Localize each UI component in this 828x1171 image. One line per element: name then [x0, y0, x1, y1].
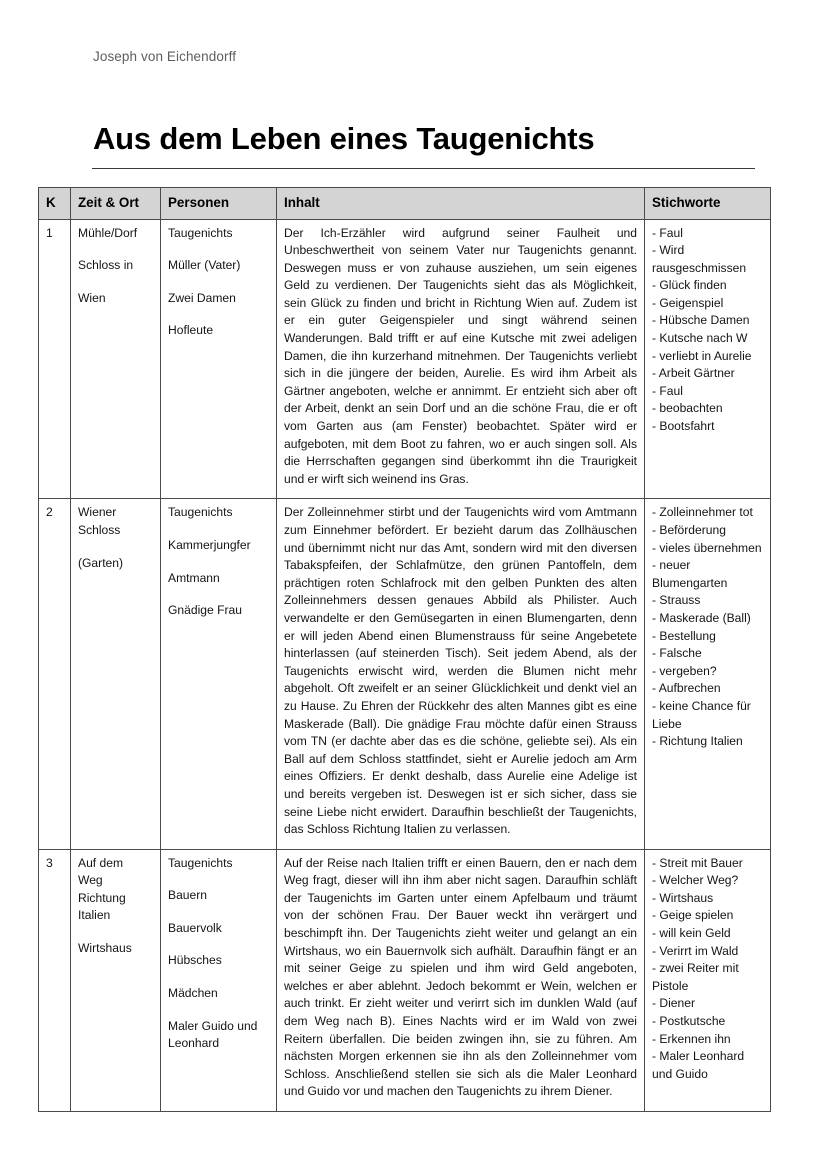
stichwort-item: - Faul [652, 383, 683, 398]
stichwort-item: - will kein Geld [652, 926, 731, 941]
zeit-ort-line: Wiener [78, 505, 117, 520]
zeit-ort-line: Richtung [78, 890, 126, 905]
person-entry: Bauervolk [168, 920, 222, 935]
table-row [39, 499, 771, 849]
stichwort-item: - keine Chance für Liebe [652, 698, 751, 731]
inhalt-paragraph: Der Zolleinnehmer stirbt und der Taugenichts wird vom Amtmann zum Einnehmer befördert. Er bezieht darum das Zollhäuschen und übernimmt nicht nur das Amt, sondern wird mit den diversen Tabakspfeifen, der Schlafmütze, den grünen Pantoffeln, dem prächtigen roten Schlafrock mit den gelben Punkten des alten Zolleinnehmers dessen genaues Abbild als Philister. Auch verwandelte er den Gemüsegarten in einen Blumengarten, denn er will jeden Abend einen Blumenstrauss für seine Angebetete hinterlassen (auf steinerden Tisch). Seit jedem Abend, als der Taugenichts erwischt wird, werden die Blumen nicht mehr abgeholt. Oft zweifelt er an seiner Glücklichkeit und denkt viel an zu Hause. Zu Ehren der Rückkehr des alten Mannes gibt es eine Maskerade (Ball). Die gnädige Frau möchte dafür einen Strauss vom TN (er dachte aber das es die schöne, geliebte sei). Als ein Ball auf dem Schloss stattfindet, sieht er Aurelie jedoch am Arm eines Offiziers. Er denkt deshalb, dass Aurelie eine Adelige ist und bereits vergeben ist. Deswegen ist er sich sicher, dass sie seine Liebe nicht erwidert. Daraufhin beschließt der Taugenichts, das Schloss Richtung Italien zu verlassen. [284, 505, 637, 837]
cell-chapter-number: 2 [39, 499, 71, 849]
spacer [168, 275, 269, 290]
spacer [168, 937, 269, 952]
stichwort-item: - Postkutsche [652, 1014, 726, 1029]
stichwort-item: - Bootsfahrt [652, 419, 715, 434]
cell-chapter-number: 1 [39, 219, 71, 499]
cell-chapter-number: 3 [39, 849, 71, 1111]
stichwort-item: - Erkennen ihn [652, 1031, 731, 1046]
stichwort-item: - Geige spielen [652, 908, 734, 923]
stichwort-item: - Glück finden [652, 278, 727, 293]
person-entry: Amtmann [168, 570, 220, 585]
spacer [78, 925, 153, 940]
stichwort-item: - vieles übernehmen [652, 540, 762, 555]
page-title: Aus dem Leben eines Taugenichts [93, 120, 595, 156]
stichwort-item: - Falsche [652, 646, 702, 661]
person-entry: Taugenichts [168, 505, 233, 520]
stichwort-item: - Verirrt im Wald [652, 943, 739, 958]
spacer [78, 275, 153, 290]
stichwort-item: - Maler Leonhard und Guido [652, 1049, 745, 1081]
spacer [168, 307, 269, 322]
inhalt-paragraph: Der Ich-Erzähler wird aufgrund seiner Faulheit und Unbeschwertheit von seinem Vater nur Taugenichts genannt. Deswegen muss er von zuhause ausziehen, um sein eigenes Geld zu verdienen. Der Taugenichts sieht das als Möglichkeit, sein Glück zu finden und bricht in Richtung Wien auf. Zudem ist er ein guter Geigenspieler und singt während seinen Wanderungen. Bald trifft er auf eine Kutsche mit zwei adeligen Damen, die ihn kurzerhand mitnehmen. Der Taugenichts verliebt sich in die jüngere der beiden, Aurelie. Es wird ihm Arbeit als Gärtner angeboten, welche er annimmt. Er entzieht sich aber oft der Arbeit, denkt an sein Dorf und an die schöne Frau, die er oft vom Garten aus (am Fenster) beobachtet. Später wird er aufgeboten, mit dem Boot zu fahren, wo er auch singen soll. Als die Herrschaften gegangen sind überkommt ihn die Traurigkeit und er wirft sich weinend ins Gras. [284, 225, 637, 486]
cell-zeit-ort [71, 499, 161, 849]
zeit-ort-line: Wirtshaus [78, 941, 132, 956]
zeit-ort-line: Wien [78, 290, 106, 305]
person-entry: Kammerjungfer [168, 538, 251, 552]
column-header-inhalt: Inhalt [277, 188, 645, 220]
stichwort-item: - verliebt in Aurelie [652, 348, 752, 363]
zeit-ort-line: Italien [78, 908, 111, 923]
stichwort-item: - Zolleinnehmer tot [652, 505, 753, 520]
spacer [168, 872, 269, 887]
title-divider [92, 168, 755, 169]
cell-stichworte [645, 499, 771, 849]
cell-zeit-ort [71, 849, 161, 1111]
stichwort-item: - neuer Blumengarten [652, 558, 728, 590]
person-entry: Zwei Damen [168, 290, 236, 305]
zeit-ort-line: Weg [78, 873, 103, 888]
spacer [168, 1003, 269, 1018]
zeit-ort-line: Schloss [78, 523, 121, 537]
table-row [39, 219, 771, 499]
cell-personen [161, 849, 277, 1111]
spacer [168, 970, 269, 985]
stichwort-item: - Maskerade (Ball) [652, 610, 751, 625]
spacer [168, 242, 269, 257]
table-row [39, 849, 771, 1111]
author-line: Joseph von Eichendorff [93, 49, 237, 64]
column-header-stichworte: Stichworte [645, 188, 771, 220]
person-entry: Maler Guido und Leonhard [168, 1018, 258, 1051]
spacer [168, 587, 269, 602]
spacer [168, 905, 269, 920]
stichwort-item: - Streit mit Bauer [652, 855, 743, 870]
stichwort-item: - Richtung Italien [652, 734, 743, 749]
summary-table-container [38, 187, 770, 1112]
person-entry: Taugenichts [168, 855, 233, 870]
table-header [39, 188, 771, 220]
column-header-zeit-ort: Zeit & Ort [71, 188, 161, 220]
stichwort-item: - beobachten [652, 401, 723, 416]
spacer [168, 522, 269, 537]
stichwort-item: - Kutsche nach W [652, 331, 748, 346]
column-header-k: K [39, 188, 71, 220]
zeit-ort-line: Mühle/Dorf [78, 225, 138, 240]
cell-stichworte [645, 849, 771, 1111]
stichwort-item: - Welcher Weg? [652, 873, 739, 888]
zeit-ort-line: (Garten) [78, 555, 124, 570]
zeit-ort-line: Auf dem [78, 855, 124, 870]
spacer [78, 242, 153, 257]
person-entry: Müller (Vater) [168, 258, 241, 273]
stichwort-item: - Aufbrechen [652, 681, 721, 696]
stichwort-item: - vergeben? [652, 663, 717, 678]
person-entry: Taugenichts [168, 225, 233, 240]
stichwort-item: - Hübsche Damen [652, 313, 750, 328]
inhalt-paragraph: Auf der Reise nach Italien trifft er einen Bauern, den er nach dem Weg fragt, dieser will ihn ihm aber nicht sagen. Daraufhin schläft der Taugenichts im Garten unter einem Apfelbaum und träumt von der schönen Frau. Der Bauer weckt ihn verärgert und beschimpft ihn. Der Taugenichts zieht weiter und gelangt an ein Wirtshaus, wo ein Bauernvolk sich aufhält. Daraufhin fängt er an mit seiner Geige zu spielen und ihm wird Geld angeboten, welches er aber ablehnt. Jedoch bekommt er Wein, welchen er auch trinkt. Er zieht weiter und verirrt sich im dunklen Wald (auf dem Weg nach B). Eines Nachts wird er im Wald von zwei Reitern überfallen. Die beiden zwingen ihn, sie zu führen. Am nächsten Morgen erkennen sie ihn als den Zolleinnehmer vom Schloss. Anschließend stellen sie sich als die Maler Leonhard und Guido vor und machen den Taugenichts zu ihrem Diener. [284, 855, 637, 1099]
stichwort-item: - Bestellung [652, 628, 716, 643]
cell-personen [161, 499, 277, 849]
person-entry: Hübsches [168, 953, 222, 968]
cell-inhalt [277, 849, 645, 1111]
stichwort-item: - Arbeit Gärtner [652, 366, 735, 381]
spacer [168, 555, 269, 570]
zeit-ort-line: Schloss in [78, 258, 134, 273]
chapter-summary-table [38, 187, 771, 1112]
cell-inhalt [277, 219, 645, 499]
cell-stichworte [645, 219, 771, 499]
table-body [39, 219, 771, 1112]
stichwort-item: - Wird rausgeschmissen [652, 243, 747, 275]
spacer [78, 540, 153, 555]
cell-inhalt [277, 499, 645, 849]
stichwort-item: - Wirtshaus [652, 890, 714, 905]
stichwort-item: - Diener [652, 996, 696, 1011]
person-entry: Gnädige Frau [168, 603, 242, 618]
cell-personen [161, 219, 277, 499]
person-entry: Hofleute [168, 323, 214, 338]
person-entry: Bauern [168, 888, 207, 903]
stichwort-item: - Faul [652, 225, 683, 240]
table-header-row [39, 188, 771, 220]
cell-zeit-ort [71, 219, 161, 499]
column-header-personen: Personen [161, 188, 277, 220]
stichwort-item: - zwei Reiter mit Pistole [652, 961, 739, 993]
stichwort-item: - Beförderung [652, 523, 726, 537]
stichwort-item: - Geigenspiel [652, 295, 724, 310]
stichwort-item: - Strauss [652, 593, 701, 608]
person-entry: Mädchen [168, 986, 218, 1001]
